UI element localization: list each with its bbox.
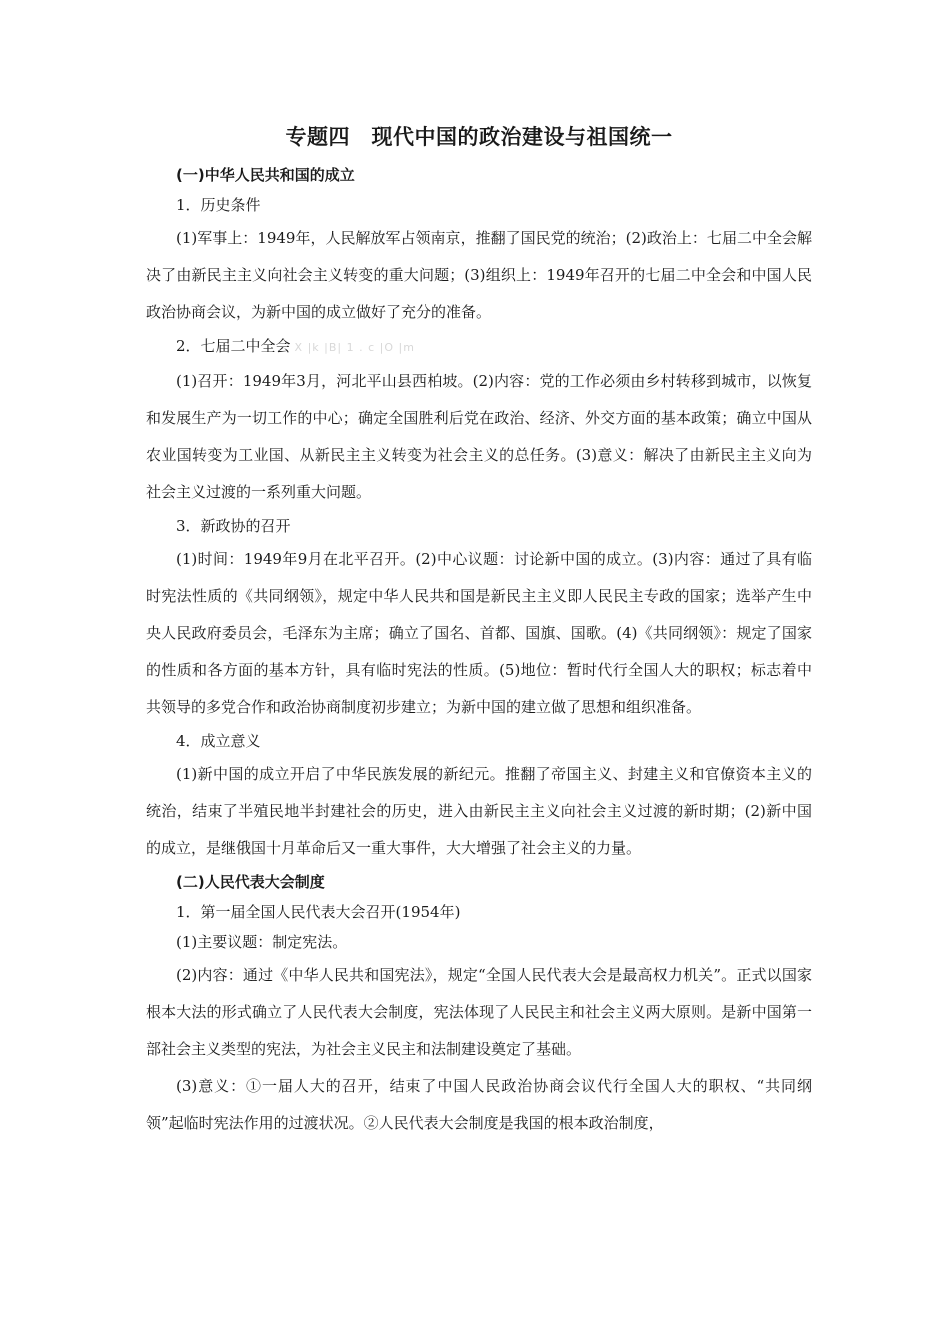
document-title: 专题四 现代中国的政治建设与祖国统一: [285, 125, 673, 149]
paragraph: (3)意义：①一届人大的召开，结束了中国人民政治协商会议代行全国人大的职权、“共同纲领”起临时宪法作用的过渡状况。②人民代表大会制度是我国的根本政治制度，: [146, 1077, 812, 1132]
section-heading: (二)人民代表大会制度: [176, 873, 325, 891]
paragraph: (1)召开：1949年3月，河北平山县西柏坡。(2)内容：党的工作必须由乡村转移到城市，以恢复和发展生产为一切工作的中心；确定全国胜利后党在政治、经济、外交方面的基本政策；确立中国从农业国转变为工业国、从新民主主义转变为社会主义的总任务。(3)意义：解决了由新民主主义向为社会主义过渡的一系列重大问题。: [146, 372, 812, 501]
subsection-heading: 2．七届二中全会: [176, 337, 291, 355]
subsection-heading: 4．成立意义: [176, 732, 261, 750]
watermark-text: X |k |B| 1 . c |O |m: [294, 341, 415, 354]
subsection-heading: 1．历史条件: [176, 196, 261, 214]
document-page: [146, 118, 812, 1142]
paragraph: (2)内容：通过《中华人民共和国宪法》，规定“全国人民代表大会是最高权力机关”。正式以国家根本大法的形式确立了人民代表大会制度，宪法体现了人民民主和社会主义两大原则。是新中国第一部社会主义类型的宪法，为社会主义民主和法制建设奠定了基础。: [146, 966, 812, 1058]
subsection-heading: 1．第一届全国人民代表大会召开(1954年): [176, 903, 461, 921]
section-heading: (一)中华人民共和国的成立: [176, 166, 355, 184]
paragraph: (1)新中国的成立开启了中华民族发展的新纪元。推翻了帝国主义、封建主义和官僚资本主义的统治，结束了半殖民地半封建社会的历史，进入由新民主主义向社会主义过渡的新时期；(2)新中国的成立，是继俄国十月革命后又一重大事件，大大增强了社会主义的力量。: [146, 765, 812, 857]
subsection-heading: 3．新政协的召开: [176, 517, 291, 535]
paragraph: (1)时间：1949年9月在北平召开。(2)中心议题：讨论新中国的成立。(3)内容：通过了具有临时宪法性质的《共同纲领》，规定中华人民共和国是新民主主义即人民民主专政的国家；选举产生中央人民政府委员会，毛泽东为主席；确立了国名、首都、国旗、国歌。(4)《共同纲领》：规定了国家的性质和各方面的基本方针，具有临时宪法的性质。(5)地位：暂时代行全国人大的职权；标志着中共领导的多党合作和政治协商制度初步建立；为新中国的建立做了思想和组织准备。: [146, 550, 812, 716]
sub-item: (1)主要议题：制定宪法。: [176, 933, 348, 951]
subsection-heading-with-watermark: [146, 331, 812, 363]
paragraph: (1)军事上：1949年，人民解放军占领南京，推翻了国民党的统治；(2)政治上：七届二中全会解决了由新民主主义向社会主义转变的重大问题；(3)组织上：1949年召开的七届二中全会和中国人民政治协商会议，为新中国的成立做好了充分的准备。: [146, 229, 812, 321]
